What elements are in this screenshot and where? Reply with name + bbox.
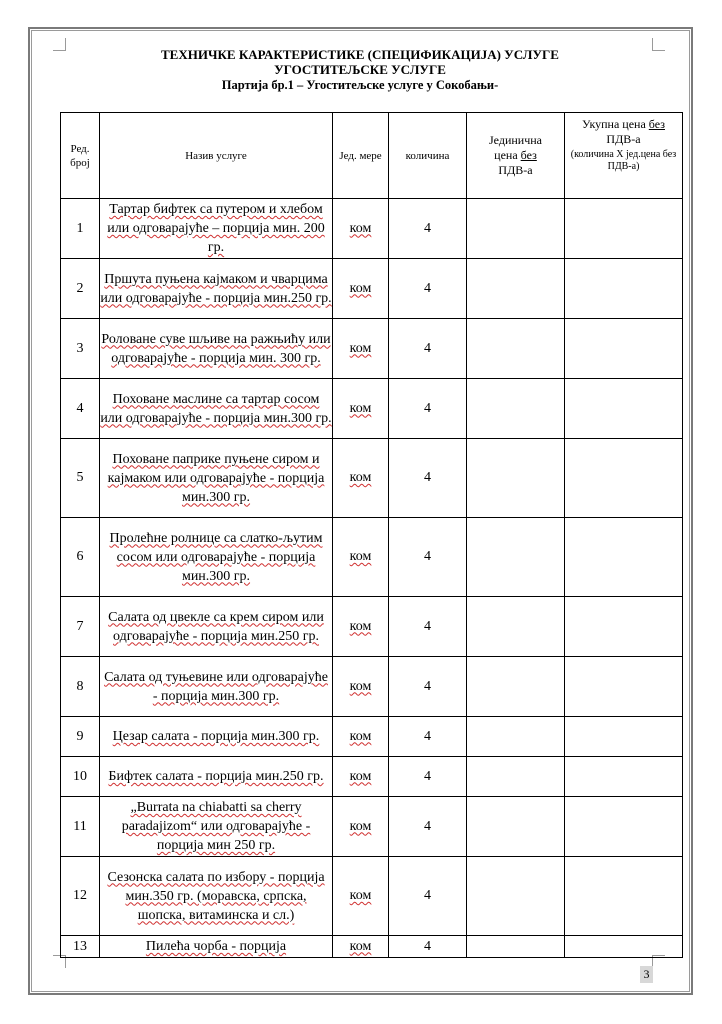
row-number-text: 5 [76,470,84,485]
quantity-text: 4 [424,340,431,356]
row-number [61,657,100,717]
row-number [61,259,100,319]
header-quantity: количина [389,113,467,199]
service-name [100,259,333,319]
quantity [389,757,467,797]
table-row [61,439,683,518]
unit-price-cell [467,259,565,319]
row-number [61,319,100,379]
quantity [389,259,467,319]
total-price-cell [565,757,683,797]
table-row [61,936,683,958]
unit-of-measure-text: ком [349,340,372,356]
document-header [60,47,660,93]
service-name-text: Сезонска салата по избору - порција мин.350 гр. (моравска, српска, шопска, витаминска и сл.) [107,869,325,923]
unit-price-cell [467,518,565,597]
row-number [61,757,100,797]
unit-of-measure [333,518,389,597]
unit-of-measure-text: ком [349,678,372,694]
unit-of-measure [333,319,389,379]
unit-of-measure [333,379,389,439]
unit-of-measure-text: ком [349,618,372,634]
quantity-text: 4 [424,618,431,634]
quantity [389,379,467,439]
page-number: 3 [640,966,653,983]
quantity [389,857,467,936]
table-row [61,199,683,259]
quantity-text: 4 [424,220,431,236]
quantity-text: 4 [424,768,431,784]
quantity [389,797,467,857]
table-row [61,797,683,857]
unit-of-measure-text: ком [349,768,372,784]
quantity [389,199,467,259]
header-total-line1: Укупна цена [582,117,646,131]
quantity-text: 4 [424,818,431,834]
table-row [61,857,683,936]
total-price-cell [565,518,683,597]
service-name-text: Поховане маслине са тартар сосом или одговарајуће - порција мин.300 гр. [100,391,332,426]
total-price-cell [565,936,683,958]
total-price-cell [565,259,683,319]
unit-price-cell [467,936,565,958]
table-row [61,757,683,797]
total-price-cell [565,319,683,379]
lot-title: Партија бр.1 – Угоститељске услуге у Сокобањи- [221,78,499,92]
unit-price-cell [467,797,565,857]
row-number-text: 7 [76,618,84,634]
row-number [61,797,100,857]
service-name-text: Тартар бифтек са путером и хлебом или одговарајуће – порција мин. 200 гр. [107,202,325,255]
table-row [61,518,683,597]
unit-of-measure-text: ком [349,280,372,296]
header-unit-price-line2a: цена [494,148,518,162]
row-number [61,936,100,958]
header-total-line2: ПДВ-а [606,132,641,146]
service-name [100,319,333,379]
quantity [389,657,467,717]
row-number-text: 1 [76,220,84,236]
quantity-text: 4 [424,728,431,744]
row-number-text: 13 [73,938,87,954]
service-name-text: Цезар салата - порција мин.300 гр. [112,729,320,744]
quantity [389,597,467,657]
table-row [61,657,683,717]
unit-of-measure [333,797,389,857]
document-subtitle: УГОСТИТЕЉСКЕ УСЛУГЕ [274,62,446,77]
service-name [100,657,333,717]
service-name [100,757,333,797]
total-price-cell [565,857,683,936]
unit-of-measure [333,857,389,936]
row-number [61,439,100,518]
total-price-cell [565,199,683,259]
quantity-text: 4 [424,400,431,416]
row-number-text: 3 [76,340,84,356]
row-number-text: 6 [76,549,84,564]
header-service-name: Назив услуге [100,113,333,199]
service-name-text: Бифтек салата - порција мин.250 гр. [108,769,324,784]
header-unit-price-line3: ПДВ-а [498,163,533,177]
total-price-cell [565,657,683,717]
total-price-cell [565,379,683,439]
unit-of-measure [333,439,389,518]
service-name-text: Салата од туњевине или одговарајуће - порција мин.300 гр. [104,669,328,704]
unit-of-measure [333,657,389,717]
table-row [61,319,683,379]
service-name-text: Салата од цвекле са крем сиром или одговарајуће - порција мин.250 гр. [108,609,324,644]
unit-of-measure-text: ком [349,549,372,564]
unit-price-cell [467,319,565,379]
header-total-bez: без [648,117,665,131]
service-name [100,936,333,958]
service-name [100,717,333,757]
unit-of-measure-text: ком [349,470,372,485]
service-name-text: Пршута пуњена кајмаком и чварцима или одговарајуће - порција мин.250 гр. [100,271,332,306]
unit-of-measure [333,199,389,259]
row-number-text: 10 [73,768,87,784]
row-number-text: 8 [76,678,84,694]
unit-of-measure [333,717,389,757]
row-number [61,379,100,439]
row-number-text: 4 [76,400,84,416]
row-number-text: 11 [73,818,87,834]
row-number [61,518,100,597]
row-number-text: 9 [76,728,84,744]
service-name [100,597,333,657]
quantity [389,319,467,379]
header-unit-price-bez: без [520,148,537,162]
quantity [389,936,467,958]
unit-of-measure-text: ком [349,220,372,236]
quantity-text: 4 [424,280,431,296]
quantity-text: 4 [424,938,431,954]
unit-price-cell [467,199,565,259]
unit-of-measure-text: ком [349,938,372,954]
service-name [100,518,333,597]
quantity-text: 4 [424,470,431,485]
table-header-row [61,113,683,199]
service-name-text: Пролећне ролнице са слатко-љутим сосом или одговарајуће - порција мин.300 гр. [109,530,323,584]
service-name-text: Поховане паприке пуњене сиром и кајмаком или одговарајуће - порција мин.300 гр. [107,451,325,505]
unit-of-measure [333,259,389,319]
service-name [100,379,333,439]
table-row [61,379,683,439]
header-total-price [565,113,683,199]
quantity-text: 4 [424,678,431,694]
quantity-text: 4 [424,888,431,903]
unit-of-measure [333,757,389,797]
quantity [389,518,467,597]
unit-of-measure [333,936,389,958]
table-row [61,259,683,319]
unit-price-cell [467,379,565,439]
header-unit-price-line1: Јединична [489,133,542,147]
table-row [61,717,683,757]
quantity [389,717,467,757]
service-name [100,439,333,518]
header-total-note: (количина X јед.цена без ПДВ-а) [570,149,677,172]
unit-price-cell [467,717,565,757]
specification-table [60,112,683,958]
row-number-text: 2 [76,280,84,296]
document-title: ТЕХНИЧКЕ КАРАКТЕРИСТИКЕ (СПЕЦИФИКАЦИЈА) УСЛУГЕ [161,47,559,62]
header-unit-price [467,113,565,199]
total-price-cell [565,797,683,857]
total-price-cell [565,597,683,657]
unit-of-measure-text: ком [349,888,372,903]
service-name-text: Роловане суве шљиве на ражњићу или одговарајуће - порција мин. 300 гр. [101,331,331,366]
row-number [61,717,100,757]
unit-price-cell [467,657,565,717]
unit-price-cell [467,757,565,797]
unit-of-measure [333,597,389,657]
row-number [61,597,100,657]
total-price-cell [565,439,683,518]
service-name-text: „Burrata na chiabatti sa cherry paradajizom“ или одговарајуће - порција мин 250 гр. [121,800,311,853]
header-row-number: Ред. број [61,113,100,199]
table-row [61,597,683,657]
unit-price-cell [467,439,565,518]
service-name-text: Пилећа чорба - порција [145,939,287,954]
quantity-text: 4 [424,549,431,564]
row-number-text: 12 [73,888,87,903]
header-unit: Јед. мере [333,113,389,199]
unit-price-cell [467,857,565,936]
quantity [389,439,467,518]
total-price-cell [565,717,683,757]
unit-of-measure-text: ком [349,728,372,744]
unit-price-cell [467,597,565,657]
unit-of-measure-text: ком [349,818,372,834]
row-number [61,857,100,936]
unit-of-measure-text: ком [349,400,372,416]
service-name [100,797,333,857]
service-name [100,857,333,936]
service-name [100,199,333,259]
row-number [61,199,100,259]
